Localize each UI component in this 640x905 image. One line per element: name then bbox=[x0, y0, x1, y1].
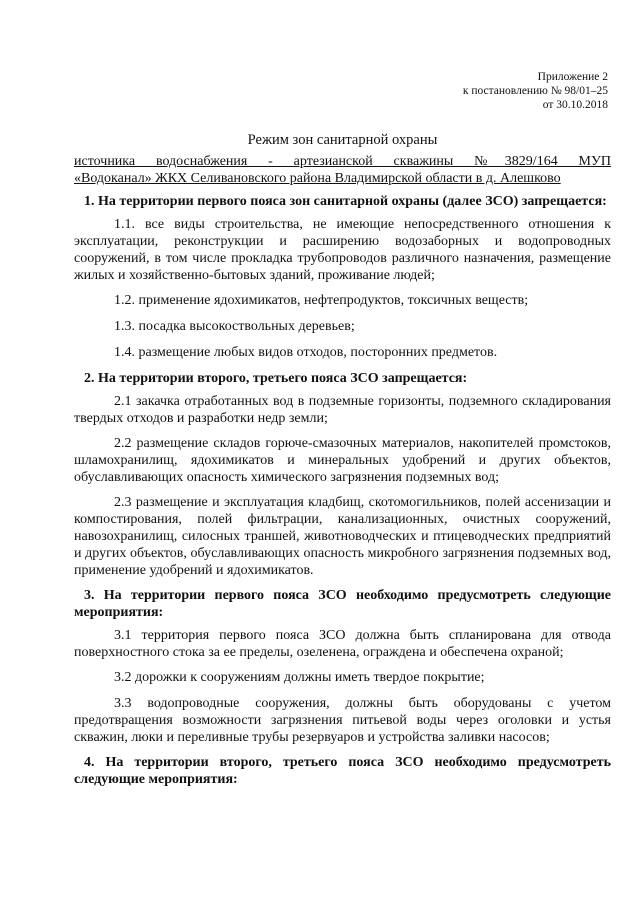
section-item: 3.2 дорожки к сооружениям должны иметь твердое покрытие; bbox=[114, 670, 485, 685]
section-item: 3.1 территория первого пояса ЗСО должна быть спланирована для отвода поверхностного стока за ее пределы, озеленена, ограждена и обеспечена охраной; bbox=[74, 628, 611, 660]
appendix-reference bbox=[463, 70, 608, 112]
section-heading: 2. На территории второго, третьего пояса ЗСО запрещается: bbox=[84, 371, 468, 386]
appendix-number: Приложение 2 bbox=[537, 71, 608, 83]
document-subtitle-line-2 bbox=[74, 170, 611, 187]
section-item: 2.1 закачка отработанных вод в подземные горизонты, подземного складирования твердых отходов и разработки недр земли; bbox=[74, 394, 611, 426]
section-item: 1.1. все виды строительства, не имеющие непосредственного отношения к эксплуатации, реконструкции и расширению водозаборных и водопроводных сооружений, в том числе прокладка трубопроводов различного назначения, размещение жилых и хозяйственно-бытовых зданий, проживание людей; bbox=[74, 217, 611, 283]
section-item: 2.2 размещение складов горюче-смазочных материалов, накопителей промстоков, шламохранилищ, ядохимикатов и минеральных удобрений и других объектов, обуславливающих опасность химического загрязнения подземных вод; bbox=[74, 436, 611, 485]
subtitle-line-2-tail: Алешково bbox=[496, 171, 561, 186]
document-subtitle-line-1: источника водоснабжения - артезианской скважины №3829/164 МУП bbox=[74, 154, 611, 169]
section-item: 1.4. размещение любых видов отходов, посторонних предметов. bbox=[114, 345, 498, 360]
section-heading: 1. На территории первого пояса зон санитарной охраны (далее ЗСО) запрещается: bbox=[84, 194, 607, 209]
section-item: 1.2. применение ядохимикатов, нефтепродуктов, токсичных веществ; bbox=[114, 293, 529, 308]
decree-number: к постановлению № 98/01–25 bbox=[462, 85, 608, 97]
document-title: Режим зон санитарной охраны bbox=[247, 132, 438, 148]
document-body bbox=[74, 132, 611, 794]
section-heading: 4. На территории второго, третьего пояса ЗСО необходимо предусмотреть следующие мероприятия: bbox=[74, 755, 611, 787]
decree-date: от 30.10.2018 bbox=[542, 99, 608, 111]
subtitle-line-2-underlined: «Водоканал» ЖКХ Селивановского района Владимирской области в д. bbox=[74, 171, 497, 186]
section-heading: 3. На территории первого пояса ЗСО необходимо предусмотреть следующие мероприятия: bbox=[74, 588, 611, 620]
section-item: 3.3 водопроводные сооружения, должны быть оборудованы с учетом предотвращения возможности загрязнения питьевой воды через оголовки и устья скважин, люки и переливные трубы резервуаров и устройства заливки насосов; bbox=[74, 696, 611, 745]
section-item: 2.3 размещение и эксплуатация кладбищ, скотомогильников, полей ассенизации и компостирования, полей фильтрации, канализационных, очистных сооружений, навозохранилищ, силосных траншей, животноводческих и птицеводческих предприятий и других объектов, обуславливающих опасность микробного загрязнения подземных вод, применение удобрений и ядохимикатов. bbox=[74, 495, 611, 578]
section-item: 1.3. посадка высокоствольных деревьев; bbox=[114, 319, 355, 334]
